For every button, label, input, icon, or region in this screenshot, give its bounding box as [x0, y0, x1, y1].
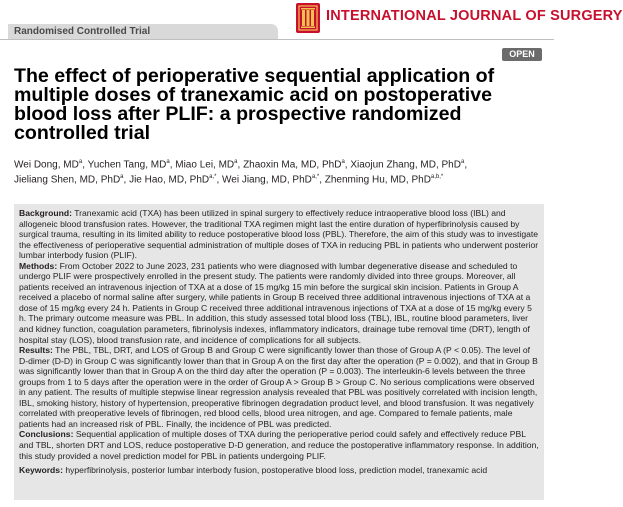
abstract-box: [14, 204, 544, 500]
author-affiliation: a: [460, 159, 465, 165]
article-type-label: Randomised Controlled Trial: [14, 26, 151, 37]
journal-name: INTERNATIONAL JOURNAL OF SURGERY: [326, 8, 623, 24]
author-affiliation: a,*: [209, 174, 217, 181]
results-label: Results:: [19, 345, 53, 356]
article-title: The effect of perioperative sequential application of multiple doses of tranexamic acid on postoperative blood loss after PLIF: a prospective randomized controlled trial: [14, 65, 495, 144]
author-affiliation: a: [120, 174, 124, 181]
author-name: Wei Jiang, MD, PhD: [222, 174, 312, 186]
background-label: Background:: [19, 208, 72, 218]
abstract-methods: [19, 261, 539, 345]
journal-logo-icon: [296, 3, 320, 33]
author-name: Yuchen Tang, MD: [87, 159, 167, 171]
abstract-keywords: [19, 465, 539, 476]
background-text: Tranexamic acid (TXA) has been utilized in spinal surgery to effectively reduce intraoperative blood loss (IBL) and allogeneic blood transfusion rates. However, the traditional TXA regimen might last the entire duration of hyperfibrinolysis caused by surgical trauma, resulting in its limited ability to reduce postoperative blood loss (PBL). Therefore, the aim of this study was to investigate the effectiveness of perioperative sequential administration of multiple doses of TXA in reducing PBL in patients who underwent posterior lumbar interbody fusion (PLIF).: [19, 208, 539, 261]
conclusions-label: Conclusions:: [19, 429, 74, 440]
author-name: Miao Lei, MD: [175, 159, 235, 171]
methods-text: From October 2022 to June 2023, 231 patients who were diagnosed with lumbar degenerative disease and scheduled to undergo PLIF were prospectively enrolled in the present study. The patients were randomly divided into three groups. Moreover, all patients received an intravenous injection of TXA at a dose of 15 mg/kg 15 min before the surgical skin incision. Patients in Group A received a placebo of normal saline after surgery, while patients in Group B received three additional intravenous injections of TXA at a dose of 15 mg/kg every 24 h. Patients in Group C received three additional intravenous injections of TXA at a dose of 15 mg/kg every 5 h. The primary outcome measure was PBL. In addition, this study assessed total blood loss (TBL), IBL, routine blood parameters, liver and kidney function, coagulation parameters, fibrinolysis indexes, inflammatory indicators, drainage tube removal time (DRT), length of hospital stay (LOS), blood transfusion rate, and incidence of complications for all subjects.: [19, 260, 532, 345]
author-affiliation: a: [341, 159, 345, 165]
author-affiliation: a: [78, 159, 83, 165]
conclusions-text: Sequential application of multiple doses of TXA during the perioperative period could safely and effectively reduce PBL and TBL, shorten DRT and LOS, reduce postoperative D-D generation, and reduce the postoperative inflammatory response. In addition, this study provided a novel prediction model for PBL in patients undergoing PLIF.: [19, 429, 539, 461]
author-name: Jie Hao, MD, PhD: [129, 174, 210, 186]
abstract-conclusions: [19, 429, 539, 461]
author-affiliation: a: [166, 159, 170, 165]
author-name: Zhenming Hu, MD, PhD: [324, 174, 431, 186]
author-list: [14, 156, 544, 187]
author-name: Xiaojun Zhang, MD, PhD: [350, 159, 461, 171]
open-access-badge: OPEN: [502, 48, 542, 61]
author-line-2: Jieliang Shen, MD, PhD$^a$, Jie Hao, MD, PhD$^{a,*}$, Wei Jiang, MD, PhD$^{a,*}$, Zhenming Hu, MD, PhD$^{a,b,*}$: [14, 174, 444, 186]
methods-label: Methods:: [19, 260, 58, 271]
abstract-background: [19, 208, 539, 261]
keywords-text: hyperfibrinolysis, posterior lumbar interbody fusion, postoperative blood loss, prediction model, tranexamic acid: [65, 465, 488, 476]
results-text: The PBL, TBL, DRT, and LOS of Group B and Group C were significantly lower than those of Group A (P < 0.05). The level of D-dimer (D-D) in Group C was significantly lower than that in Group A on the first day after the operation (P = 0.002), and that in Group B was significantly lower than that in Group A on the third day after the operation (P = 0.003). The interleukin-6 levels between the three groups from 1 to 5 days after the operation were in the order of Group A > Group B > Group C. No serious complications were observed in any patient. The results of multiple stepwise linear regression analysis revealed that PBL was positively correlated with incision length, IBL, smoking history, history of hypertension, preoperative fibrinogen degradation product level, and blood transfusion. It was negatively correlated with preoperative levels of fibrinogen, red blood cells, blood urea nitrogen, and age. Compared to female patients, male patients had an increased risk of PBL. Finally, the incidence of PBL was predicted.: [19, 345, 538, 429]
author-name: Jieliang Shen, MD, PhD: [14, 174, 121, 186]
author-affiliation: a,*: [311, 174, 320, 181]
author-line-1: Wei Dong, $MD^a$, Yuchen Tang, $MD^a$, Miao Lei, $MD^a$, Zhaoxin Ma, MD, PhD$^a$, Xiaojun Zhang, MD, PhD$^a$,: [14, 159, 468, 171]
author-name: Wei Dong, MD: [14, 159, 79, 171]
keywords-label: Keywords:: [19, 465, 63, 476]
abstract-text: [19, 208, 539, 476]
author-name: Zhaoxin Ma, MD, PhD: [243, 159, 342, 171]
journal-header: [0, 0, 623, 40]
author-affiliation: a: [234, 159, 238, 165]
author-affiliation: a,b,*: [430, 174, 444, 181]
header-divider: [0, 39, 554, 40]
abstract-results: [19, 345, 539, 429]
